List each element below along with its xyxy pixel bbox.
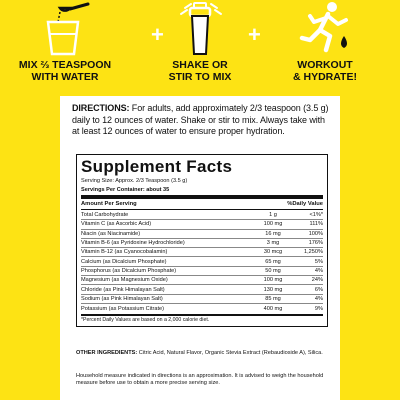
divider-medium: [81, 209, 323, 211]
nutrient-amount: 100 mg: [263, 221, 283, 228]
nutrient-amount: 85 mg: [265, 295, 281, 302]
nutrient-amount: 3 mg: [266, 240, 280, 247]
nutrient-amount: 16 mg: [265, 230, 281, 237]
step-workout: [270, 0, 380, 83]
plus-sign-1: +: [151, 22, 164, 47]
supplement-facts-title: Supplement Facts: [81, 157, 233, 176]
plus-sign-2: +: [248, 22, 261, 47]
nutrient-name: Calcium (as Dicalcium Phosphate): [81, 258, 167, 265]
nutrient-daily-value: 100%: [308, 230, 323, 237]
nutrient-name: Total Carbohydrate: [81, 212, 129, 219]
servings-per-container: Servings Per Container: about 35: [81, 187, 170, 193]
nutrient-row: [81, 239, 323, 248]
step-shake-label: SHAKE OR STIR TO MIX: [168, 59, 232, 83]
nutrient-daily-value: 5%: [314, 258, 323, 265]
header-amount: Amount Per Serving: [81, 200, 137, 207]
nutrient-row: [81, 267, 323, 276]
nutrient-daily-value: 24%: [311, 277, 323, 284]
nutrient-daily-value: 176%: [308, 240, 323, 247]
nutrient-amount: 100 mg: [263, 277, 283, 284]
nutrient-name: Sodium (as Pink Himalayan Salt): [81, 295, 163, 302]
nutrient-name: Vitamin C (as Ascorbic Acid): [81, 221, 152, 228]
step-shake: [145, 0, 255, 83]
nutrient-row: [81, 220, 323, 229]
directions-text: [72, 103, 330, 138]
step-mix-label: MIX ⅔ TEASPOON WITH WATER: [18, 59, 112, 83]
nutrient-daily-value: 6%: [314, 286, 323, 293]
serving-size: Serving Size: Approx. 2/3 Teaspoon (3.5 g): [81, 178, 188, 184]
nutrient-daily-value: 4%: [314, 267, 323, 274]
nutrient-name: Potassium (as Potassium Citrate): [81, 305, 164, 312]
other-ingredients: [76, 350, 332, 357]
directions-body: For adults, add approximately 2/3 teaspoon (3.5 g) daily to 12 ounces of water. Shake or stir to mix. Always take with at least 12 ounces of water to ensure proper hydration.: [72, 103, 329, 136]
nutrient-name: Chloride (as Pink Himalayan Salt): [81, 286, 165, 293]
facts-header-row: [81, 200, 323, 208]
facts-rows: [81, 211, 323, 313]
nutrient-row: [81, 304, 323, 313]
nutrient-row: [81, 211, 323, 220]
step-workout-label: WORKOUT & HYDRATE!: [293, 59, 357, 83]
nutrient-row: [81, 248, 323, 257]
shaker-bottle-icon: [145, 0, 255, 56]
daily-value-footnote: *Percent Daily Values are based on a 2,000 calorie diet.: [81, 314, 323, 324]
nutrient-daily-value: 9%: [314, 305, 323, 312]
nutrient-row: [81, 230, 323, 239]
header-daily-value: %Daily Value: [287, 200, 323, 207]
nutrient-daily-value: 111%: [309, 221, 323, 228]
nutrient-daily-value: 1,250%: [304, 249, 323, 256]
directions-label: DIRECTIONS:: [72, 103, 130, 113]
nutrient-row: [81, 285, 323, 294]
nutrient-amount: 400 mg: [263, 305, 283, 312]
nutrient-row: [81, 276, 323, 285]
nutrient-row: [81, 295, 323, 304]
household-measure-note: Household measure indicated in directions is an approximation. It is advised to weigh the household measure before use to obtain a more precise serving size.: [76, 373, 324, 386]
other-ingredients-text: Citric Acid, Natural Flavor, Organic Stevia Extract (Rebaudioside A), Silica.: [137, 350, 323, 356]
supplement-facts-panel: [76, 154, 328, 327]
nutrient-name: Niacin (as Niacinamide): [81, 230, 141, 237]
nutrient-amount: 1 g: [269, 212, 277, 219]
divider-thick: [81, 195, 323, 199]
other-ingredients-label: OTHER INGREDIENTS:: [76, 350, 138, 356]
measuring-scoop-cup-icon: [10, 0, 120, 56]
nutrient-amount: 30 mcg: [263, 249, 283, 256]
nutrient-daily-value: <1%*: [309, 212, 323, 219]
nutrient-amount: 130 mg: [263, 286, 283, 293]
runner-drop-icon: [270, 0, 380, 56]
nutrient-row: [81, 257, 323, 266]
steps-band: [0, 0, 400, 96]
nutrient-name: Vitamin B-12 (as Cyanocobalamin): [81, 249, 168, 256]
nutrient-amount: 65 mg: [265, 258, 281, 265]
nutrient-name: Vitamin B-6 (as Pyridoxine Hydrochloride): [81, 240, 185, 247]
nutrient-name: Magnesium (as Magnesium Oxide): [81, 277, 168, 284]
nutrient-amount: 50 mg: [265, 267, 281, 274]
nutrient-daily-value: 4%: [314, 295, 323, 302]
step-mix: [10, 0, 120, 83]
nutrient-name: Phosphorus (as Dicalcium Phosphate): [81, 267, 177, 274]
